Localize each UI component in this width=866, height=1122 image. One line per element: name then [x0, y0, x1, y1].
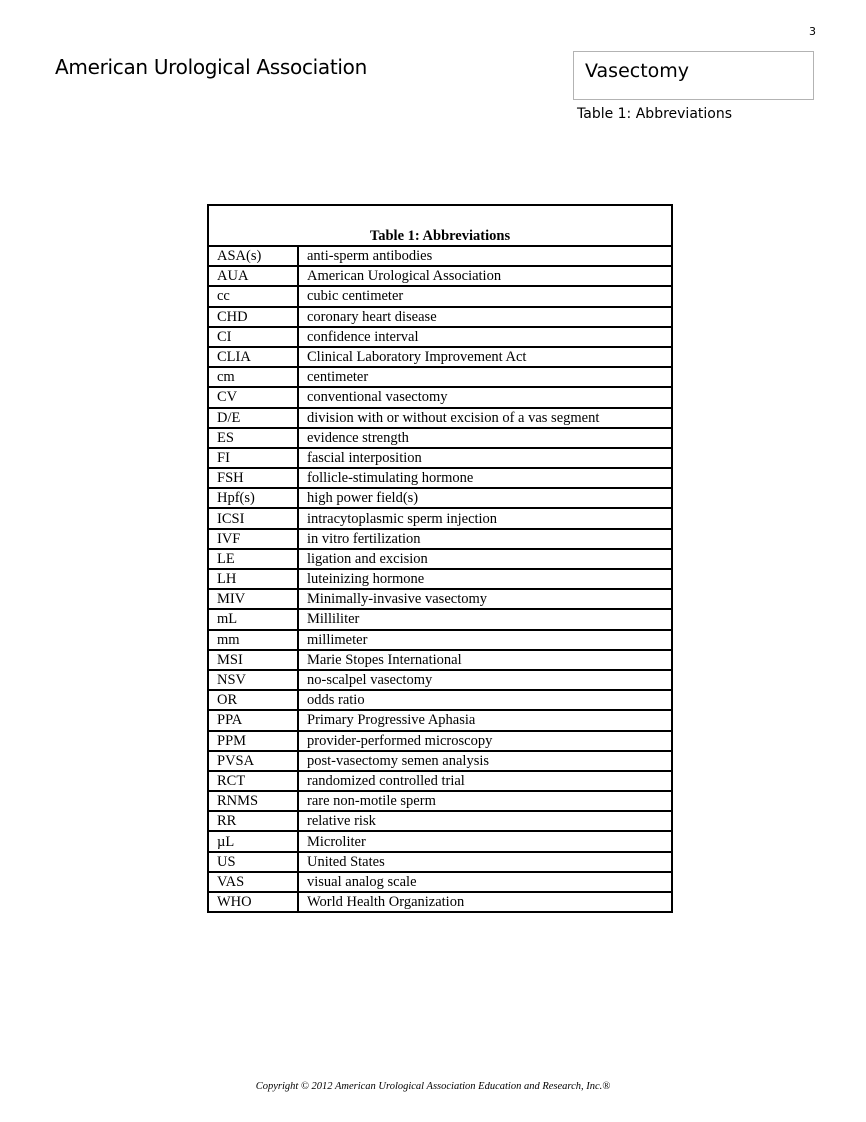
table-row: [208, 690, 672, 710]
table-row: [208, 811, 672, 831]
abbreviation-cell: US: [208, 852, 298, 872]
definition-cell: no-scalpel vasectomy: [298, 670, 672, 690]
table-row: [208, 307, 672, 327]
abbreviation-cell: AUA: [208, 266, 298, 286]
table-row: [208, 408, 672, 428]
table-row: [208, 529, 672, 549]
abbreviation-cell: FSH: [208, 468, 298, 488]
table-row: [208, 549, 672, 569]
definition-cell: in vitro fertilization: [298, 529, 672, 549]
definition-cell: evidence strength: [298, 428, 672, 448]
abbreviation-cell: RR: [208, 811, 298, 831]
table-row: [208, 731, 672, 751]
definition-cell: American Urological Association: [298, 266, 672, 286]
abbreviation-cell: OR: [208, 690, 298, 710]
abbreviation-cell: NSV: [208, 670, 298, 690]
abbreviation-cell: cm: [208, 367, 298, 387]
table-row: [208, 831, 672, 851]
definition-cell: randomized controlled trial: [298, 771, 672, 791]
definition-cell: Primary Progressive Aphasia: [298, 710, 672, 730]
table-body: [208, 246, 672, 912]
abbreviation-cell: PPM: [208, 731, 298, 751]
table-row: [208, 892, 672, 912]
definition-cell: Marie Stopes International: [298, 650, 672, 670]
definition-cell: Clinical Laboratory Improvement Act: [298, 347, 672, 367]
table-row: [208, 468, 672, 488]
definition-cell: intracytoplasmic sperm injection: [298, 508, 672, 528]
abbreviation-cell: LH: [208, 569, 298, 589]
table-row: [208, 630, 672, 650]
copyright-footer: Copyright © 2012 American Urological Association Education and Research, Inc.®: [255, 1081, 611, 1092]
definition-cell: centimeter: [298, 367, 672, 387]
definition-cell: post-vasectomy semen analysis: [298, 751, 672, 771]
definition-cell: follicle-stimulating hormone: [298, 468, 672, 488]
table-row: [208, 387, 672, 407]
table-row: [208, 488, 672, 508]
table-row: [208, 569, 672, 589]
organization-title: American Urological Association: [55, 55, 367, 79]
abbreviation-cell: ICSI: [208, 508, 298, 528]
abbreviation-cell: CLIA: [208, 347, 298, 367]
definition-cell: Microliter: [298, 831, 672, 851]
definition-cell: high power field(s): [298, 488, 672, 508]
table-caption-row: [208, 205, 672, 246]
topic-box: [573, 51, 814, 100]
table-row: [208, 347, 672, 367]
abbreviation-cell: Hpf(s): [208, 488, 298, 508]
table-caption: Table 1: Abbreviations: [208, 205, 672, 246]
table-row: [208, 589, 672, 609]
table-row: [208, 367, 672, 387]
definition-cell: luteinizing hormone: [298, 569, 672, 589]
abbreviation-cell: cc: [208, 286, 298, 306]
abbreviation-cell: CHD: [208, 307, 298, 327]
table-row: [208, 428, 672, 448]
definition-cell: cubic centimeter: [298, 286, 672, 306]
topic-title: Vasectomy: [585, 60, 690, 82]
abbreviation-cell: CV: [208, 387, 298, 407]
table-row: [208, 609, 672, 629]
table-row: [208, 448, 672, 468]
table-row: [208, 791, 672, 811]
definition-cell: visual analog scale: [298, 872, 672, 892]
definition-cell: ligation and excision: [298, 549, 672, 569]
table-row: [208, 751, 672, 771]
definition-cell: odds ratio: [298, 690, 672, 710]
definition-cell: confidence interval: [298, 327, 672, 347]
section-label: Table 1: Abbreviations: [577, 106, 733, 122]
page-number: 3: [809, 25, 816, 38]
definition-cell: rare non-motile sperm: [298, 791, 672, 811]
definition-cell: provider-performed microscopy: [298, 731, 672, 751]
abbreviation-cell: RNMS: [208, 791, 298, 811]
table-row: [208, 650, 672, 670]
table-row: [208, 286, 672, 306]
definition-cell: coronary heart disease: [298, 307, 672, 327]
abbreviation-cell: VAS: [208, 872, 298, 892]
table-row: [208, 246, 672, 266]
abbreviation-cell: WHO: [208, 892, 298, 912]
abbreviation-cell: PPA: [208, 710, 298, 730]
abbreviation-cell: MSI: [208, 650, 298, 670]
definition-cell: Minimally-invasive vasectomy: [298, 589, 672, 609]
definition-cell: relative risk: [298, 811, 672, 831]
abbreviation-cell: ES: [208, 428, 298, 448]
table-row: [208, 771, 672, 791]
definition-cell: World Health Organization: [298, 892, 672, 912]
table-row: [208, 266, 672, 286]
table-row: [208, 670, 672, 690]
abbreviation-cell: ASA(s): [208, 246, 298, 266]
abbreviation-cell: MIV: [208, 589, 298, 609]
table-row: [208, 872, 672, 892]
definition-cell: division with or without excision of a vas segment: [298, 408, 672, 428]
table-row: [208, 852, 672, 872]
definition-cell: anti-sperm antibodies: [298, 246, 672, 266]
abbreviation-cell: D/E: [208, 408, 298, 428]
abbreviation-cell: LE: [208, 549, 298, 569]
table-row: [208, 710, 672, 730]
abbreviation-cell: mm: [208, 630, 298, 650]
abbreviation-cell: mL: [208, 609, 298, 629]
definition-cell: fascial interposition: [298, 448, 672, 468]
definition-cell: conventional vasectomy: [298, 387, 672, 407]
definition-cell: United States: [298, 852, 672, 872]
abbreviation-cell: RCT: [208, 771, 298, 791]
table-row: [208, 508, 672, 528]
definition-cell: millimeter: [298, 630, 672, 650]
abbreviation-cell: FI: [208, 448, 298, 468]
abbreviation-cell: IVF: [208, 529, 298, 549]
abbreviations-table: [207, 204, 673, 913]
abbreviation-cell: PVSA: [208, 751, 298, 771]
abbreviation-cell: CI: [208, 327, 298, 347]
table-row: [208, 327, 672, 347]
abbreviation-cell: µL: [208, 831, 298, 851]
definition-cell: Milliliter: [298, 609, 672, 629]
